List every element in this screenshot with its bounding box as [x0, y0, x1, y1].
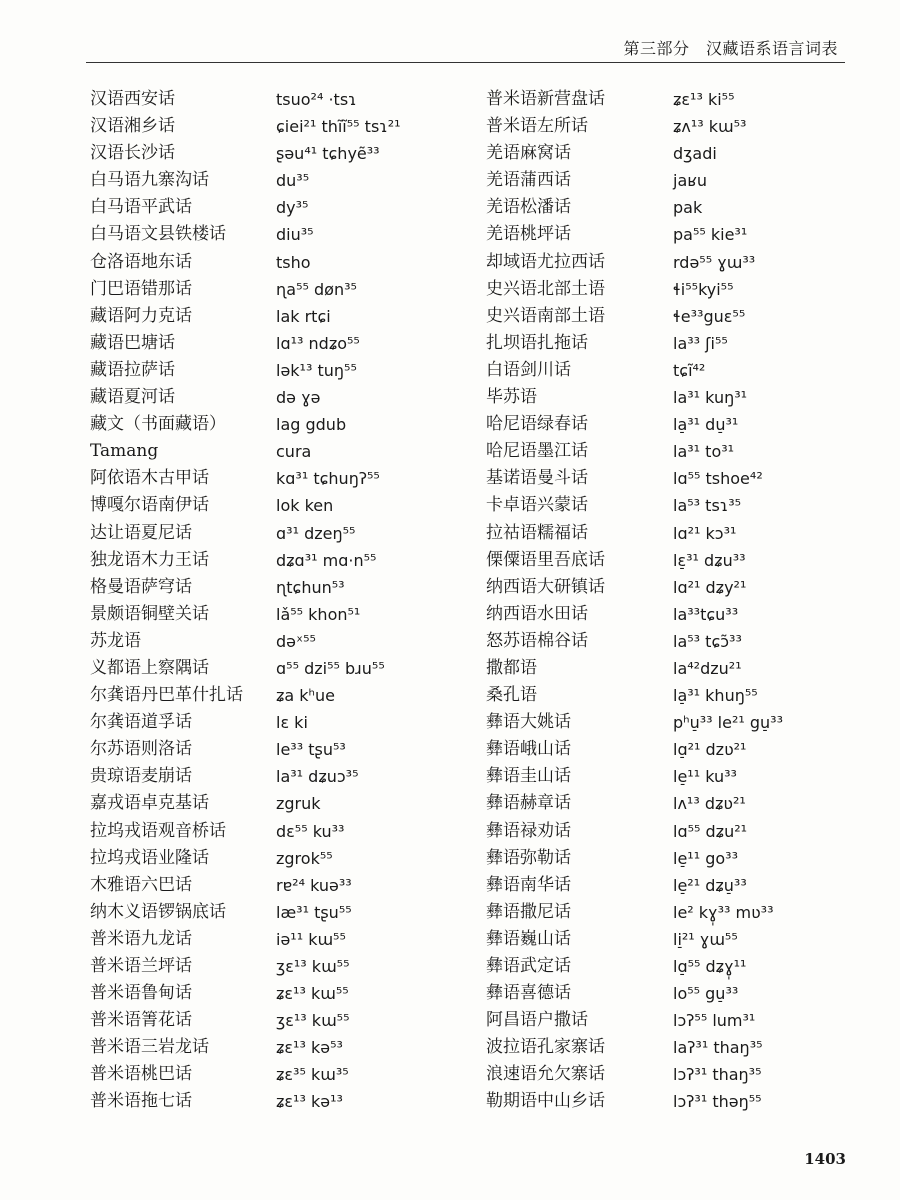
- language-name: 普米语左所话: [486, 116, 588, 137]
- word-entry-row: [486, 1007, 876, 1034]
- language-name: 门巴语错那话: [90, 278, 192, 299]
- phonetic-form: ʑɛ¹³ kɯ⁵⁵: [276, 984, 349, 1004]
- language-name: 白马语九寨沟话: [90, 170, 209, 191]
- word-entry-row: [486, 926, 876, 953]
- word-entry-row: [90, 899, 480, 926]
- page-number: 1403: [804, 1150, 846, 1168]
- word-entry-row: [90, 303, 480, 330]
- word-entry-row: [90, 655, 480, 682]
- phonetic-form: dɛ⁵⁵ ku³³: [276, 821, 345, 841]
- word-entry-row: [486, 601, 876, 628]
- word-entry-row: [486, 113, 876, 140]
- word-entry-row: [486, 628, 876, 655]
- word-entry-row: [90, 818, 480, 845]
- word-entry-row: [90, 140, 480, 167]
- phonetic-form: laʔ³¹ thaŋ³⁵: [673, 1038, 763, 1058]
- phonetic-form: lɑ⁵⁵ tshoe⁴²: [673, 469, 763, 489]
- word-entry-row: [90, 438, 480, 465]
- word-entry-row: [90, 574, 480, 601]
- phonetic-form: lək¹³ tuŋ⁵⁵: [276, 360, 357, 380]
- language-name: 哈尼语绿春话: [486, 414, 588, 435]
- phonetic-form: dʒadi: [673, 144, 717, 164]
- phonetic-form: dəˣ⁵⁵: [276, 631, 316, 651]
- word-entry-row: [90, 790, 480, 817]
- language-name: 苏龙语: [90, 630, 141, 651]
- language-name: 彝语圭山话: [486, 766, 571, 787]
- phonetic-form: rɐ²⁴ kuə³³: [276, 875, 352, 895]
- word-entry-row: [486, 86, 876, 113]
- language-name: 羌语蒲西话: [486, 170, 571, 191]
- phonetic-form: ɳa⁵⁵ døn³⁵: [276, 279, 357, 299]
- language-name: 达让语夏尼话: [90, 522, 192, 543]
- language-name: 羌语松潘话: [486, 197, 571, 218]
- language-name: 基诺语曼斗话: [486, 468, 588, 489]
- language-name: 羌语桃坪话: [486, 224, 571, 245]
- language-name: 彝语弥勒话: [486, 847, 571, 868]
- word-entry-row: [486, 872, 876, 899]
- phonetic-form: le̠¹¹ go³³: [673, 848, 738, 868]
- word-entry-row: [90, 167, 480, 194]
- phonetic-form: də ɣə: [276, 388, 321, 408]
- language-name: 彝语撒尼话: [486, 901, 571, 922]
- word-entry-row: [90, 194, 480, 221]
- word-entry-row: [486, 411, 876, 438]
- word-entry-row: [486, 221, 876, 248]
- phonetic-form: pak: [673, 198, 703, 218]
- word-entry-row: [90, 113, 480, 140]
- language-name: 毕苏语: [486, 387, 537, 408]
- phonetic-form: lɑ̠²¹ dzʋ²¹: [673, 740, 747, 760]
- word-entry-row: [90, 492, 480, 519]
- word-entry-row: [486, 655, 876, 682]
- word-entry-row: [486, 1061, 876, 1088]
- language-name: 格曼语萨穹话: [90, 576, 192, 597]
- word-entry-row: [90, 547, 480, 574]
- phonetic-form: ɑ⁵⁵ dzi⁵⁵ bɹu⁵⁵: [276, 658, 385, 678]
- language-name: 纳西语水田话: [486, 603, 588, 624]
- word-entry-row: [486, 547, 876, 574]
- phonetic-form: lɛ ki: [276, 713, 308, 733]
- language-name: Tamang: [90, 441, 159, 462]
- phonetic-form: le̠²¹ dʑu̠³³: [673, 875, 747, 895]
- phonetic-form: lok ken: [276, 496, 334, 516]
- language-name: 普米语九龙话: [90, 928, 192, 949]
- phonetic-form: ɬi⁵⁵kyi⁵⁵: [673, 279, 734, 299]
- word-entry-row: [486, 438, 876, 465]
- word-entry-row: [486, 330, 876, 357]
- language-name: 藏语阿力克话: [90, 305, 192, 326]
- language-name: 彝语喜德话: [486, 983, 571, 1004]
- word-entry-row: [486, 899, 876, 926]
- language-name: 景颇语铜壁关话: [90, 603, 209, 624]
- word-entry-row: [486, 1034, 876, 1061]
- word-entry-row: [486, 845, 876, 872]
- phonetic-form: ʑa kʰue: [276, 686, 336, 706]
- language-name: 阿昌语户撒话: [486, 1010, 588, 1031]
- phonetic-form: tɕĩ⁴²: [673, 360, 706, 380]
- phonetic-form: ʑɛ¹³ kə⁵³: [276, 1038, 343, 1058]
- phonetic-form: lɑ̠⁵⁵ dʑɣ̩¹¹: [673, 957, 747, 976]
- word-entry-row: [90, 384, 480, 411]
- language-name: 藏语巴塘话: [90, 332, 175, 353]
- language-name: 扎坝语扎拖话: [486, 332, 588, 353]
- word-entry-row: [90, 86, 480, 113]
- language-name: 白语剑川话: [486, 359, 571, 380]
- phonetic-form: lʌ¹³ dʑʋ²¹: [673, 794, 746, 814]
- word-entry-row: [486, 384, 876, 411]
- word-entry-row: [486, 140, 876, 167]
- language-name: 汉语湘乡话: [90, 116, 175, 137]
- language-name: 白马语平武话: [90, 197, 192, 218]
- language-name: 卡卓语兴蒙话: [486, 495, 588, 516]
- language-name: 汉语西安话: [90, 89, 175, 109]
- phonetic-form: le³³ tʂu⁵³: [276, 740, 346, 760]
- phonetic-form: ʑɛ³⁵ kɯ³⁵: [276, 1065, 349, 1085]
- word-entry-row: [486, 520, 876, 547]
- language-name: 普米语三岩龙话: [90, 1037, 209, 1058]
- phonetic-form: zgruk: [276, 794, 321, 814]
- left-column: [90, 86, 480, 1116]
- phonetic-form: ʒɛ¹³ kɯ⁵⁵: [276, 1011, 350, 1031]
- language-name: 普米语拖七话: [90, 1091, 192, 1112]
- word-entry-row: [486, 709, 876, 736]
- word-entry-row: [486, 736, 876, 763]
- language-name: 傈僳语里吾底话: [486, 549, 605, 570]
- word-entry-row: [90, 628, 480, 655]
- word-entry-row: [486, 682, 876, 709]
- language-name: 普米语新营盘话: [486, 89, 605, 109]
- word-entry-row: [90, 520, 480, 547]
- phonetic-form: li̠²¹ ɣɯ⁵⁵: [673, 929, 738, 949]
- language-name: 彝语武定话: [486, 956, 571, 976]
- language-name: 独龙语木力王话: [90, 549, 209, 570]
- phonetic-form: le̠¹¹ ku³³: [673, 767, 737, 787]
- phonetic-form: lǎ⁵⁵ khon⁵¹: [276, 604, 361, 624]
- language-name: 义都语上察隅话: [90, 657, 209, 678]
- language-name: 羌语麻窝话: [486, 143, 571, 164]
- word-entry-row: [90, 357, 480, 384]
- phonetic-form: lɑ²¹ kɔ³¹: [673, 523, 737, 543]
- language-name: 拉坞戎语观音桥话: [90, 820, 226, 841]
- language-name: 木雅语六巴话: [90, 874, 192, 895]
- phonetic-form: ɕiei²¹ thĩĩ⁵⁵ tsɿ²¹: [276, 117, 401, 137]
- language-name: 仓洛语地东话: [90, 251, 192, 272]
- language-name: 哈尼语墨江话: [486, 441, 588, 462]
- language-name: 藏文（书面藏语）: [90, 414, 226, 435]
- language-name: 博嘎尔语南伊话: [90, 495, 209, 516]
- word-entry-row: [90, 411, 480, 438]
- language-name: 普米语兰坪话: [90, 956, 192, 976]
- word-entry-row: [90, 1088, 480, 1115]
- phonetic-form: lag gdub: [276, 415, 347, 435]
- phonetic-form: diu³⁵: [276, 225, 314, 245]
- language-name: 勒期语中山乡话: [486, 1091, 605, 1112]
- phonetic-form: la⁵³ tɕɔ̃³³: [673, 631, 742, 651]
- word-entry-row: [90, 980, 480, 1007]
- word-entry-row: [90, 763, 480, 790]
- phonetic-form: la̠³¹ khuŋ⁵⁵: [673, 686, 758, 706]
- language-name: 尔龚语丹巴革什扎话: [90, 685, 243, 706]
- word-entry-row: [90, 221, 480, 248]
- phonetic-form: ʒɛ¹³ kɯ⁵⁵: [276, 957, 350, 976]
- language-name: 彝语大姚话: [486, 712, 571, 733]
- language-name: 拉坞戎语业隆话: [90, 847, 209, 868]
- language-name: 纳西语大研镇话: [486, 576, 605, 597]
- phonetic-form: cura: [276, 442, 312, 462]
- word-entry-row: [486, 492, 876, 519]
- language-name: 尔龚语道孚话: [90, 712, 192, 733]
- phonetic-form: zgrok⁵⁵: [276, 848, 333, 868]
- phonetic-form: ʂəu⁴¹ tɕhyẽ³³: [276, 144, 380, 164]
- language-name: 普米语鲁甸话: [90, 983, 192, 1004]
- phonetic-form: la³¹ to³¹: [673, 442, 735, 462]
- language-name: 彝语禄劝话: [486, 820, 571, 841]
- phonetic-form: ʑʌ¹³ kɯ⁵³: [673, 117, 747, 137]
- word-entry-row: [90, 682, 480, 709]
- phonetic-form: lɔʔ⁵⁵ lum³¹: [673, 1011, 756, 1031]
- phonetic-form: la³¹ kuŋ³¹: [673, 388, 748, 408]
- word-entry-row: [90, 736, 480, 763]
- word-entry-row: [90, 1061, 480, 1088]
- phonetic-form: ɑ³¹ dzeŋ⁵⁵: [276, 523, 356, 543]
- word-entry-row: [486, 1088, 876, 1115]
- word-entry-row: [90, 330, 480, 357]
- word-entry-row: [486, 465, 876, 492]
- phonetic-form: ʑɛ¹³ kə¹³: [276, 1092, 343, 1112]
- word-entry-row: [90, 926, 480, 953]
- language-name: 彝语巍山话: [486, 928, 571, 949]
- word-entry-row: [486, 818, 876, 845]
- language-name: 汉语长沙话: [90, 143, 175, 164]
- phonetic-form: lak rtɕi: [276, 306, 331, 326]
- phonetic-form: læ³¹ tʂu⁵⁵: [276, 902, 352, 922]
- language-name: 普米语箐花话: [90, 1010, 192, 1031]
- phonetic-form: ɳtɕhun⁵³: [276, 577, 345, 597]
- phonetic-form: kɑ³¹ tɕhuŋʔ⁵⁵: [276, 469, 380, 489]
- language-name: 白马语文县铁楼话: [90, 224, 226, 245]
- language-name: 纳木义语锣锅底话: [90, 901, 226, 922]
- language-name: 彝语赫章话: [486, 793, 571, 814]
- word-entry-row: [486, 167, 876, 194]
- word-entry-row: [486, 249, 876, 276]
- word-entry-row: [90, 465, 480, 492]
- language-name: 桑孔语: [486, 685, 537, 706]
- right-column: [486, 86, 876, 1116]
- phonetic-form: tsuo²⁴ ·tsɿ: [276, 90, 357, 109]
- word-entry-row: [90, 872, 480, 899]
- phonetic-form: du³⁵: [276, 171, 310, 191]
- phonetic-form: dʑɑ³¹ mɑ·n⁵⁵: [276, 550, 377, 570]
- phonetic-form: tsho: [276, 252, 311, 272]
- language-name: 却域语尤拉西话: [486, 251, 605, 272]
- word-entry-row: [90, 601, 480, 628]
- word-entry-row: [90, 1034, 480, 1061]
- phonetic-form: la³¹ dʑuɔ³⁵: [276, 767, 359, 787]
- language-name: 撒都语: [486, 657, 537, 678]
- language-name: 史兴语北部土语: [486, 278, 605, 299]
- word-entry-row: [90, 709, 480, 736]
- word-entry-row: [486, 763, 876, 790]
- phonetic-form: jaʁu: [673, 171, 708, 191]
- language-name: 普米语桃巴话: [90, 1064, 192, 1085]
- language-name: 藏语夏河话: [90, 387, 175, 408]
- language-name: 尔苏语则洛话: [90, 739, 192, 760]
- word-entry-row: [486, 303, 876, 330]
- phonetic-form: rdə⁵⁵ ɣɯ³³: [673, 252, 756, 272]
- language-name: 贵琼语麦崩话: [90, 766, 192, 787]
- word-entry-row: [90, 276, 480, 303]
- phonetic-form: iə¹¹ kɯ⁵⁵: [276, 929, 346, 949]
- word-entry-row: [486, 790, 876, 817]
- word-entry-row: [90, 845, 480, 872]
- phonetic-form: lo⁵⁵ gu̠³³: [673, 984, 739, 1004]
- phonetic-form: pʰu̠³³ le²¹ gu̠³³: [673, 713, 784, 733]
- phonetic-form: pa⁵⁵ kie³¹: [673, 225, 748, 245]
- word-entry-row: [90, 249, 480, 276]
- language-name: 彝语峨山话: [486, 739, 571, 760]
- phonetic-form: lɑ²¹ dʑy²¹: [673, 577, 747, 597]
- phonetic-form: ɬe³³guɛ⁵⁵: [673, 306, 746, 326]
- phonetic-form: ʑɛ¹³ ki⁵⁵: [673, 90, 735, 109]
- language-name: 嘉戎语卓克基话: [90, 793, 209, 814]
- header-rule: [86, 62, 845, 63]
- language-name: 藏语拉萨话: [90, 359, 175, 380]
- word-entry-row: [486, 276, 876, 303]
- phonetic-form: la³³ ʃi⁵⁵: [673, 333, 728, 353]
- word-entry-row: [90, 1007, 480, 1034]
- phonetic-form: lɑ¹³ ndʑo⁵⁵: [276, 333, 360, 353]
- phonetic-form: la³³tɕu³³: [673, 604, 739, 624]
- phonetic-form: la⁴²dzu²¹: [673, 658, 742, 678]
- language-name: 拉祜语糯福话: [486, 522, 588, 543]
- phonetic-form: la̠³¹ du̠³¹: [673, 415, 739, 435]
- word-entry-row: [90, 953, 480, 980]
- language-name: 怒苏语棉谷话: [486, 630, 588, 651]
- word-entry-row: [486, 194, 876, 221]
- language-name: 浪速语允欠寨话: [486, 1064, 605, 1085]
- language-name: 史兴语南部土语: [486, 305, 605, 326]
- phonetic-form: lɑ⁵⁵ dʑu²¹: [673, 821, 748, 841]
- phonetic-form: la⁵³ tsɿ³⁵: [673, 496, 742, 516]
- phonetic-form: lɛ̠³¹ dʑu³³: [673, 550, 746, 570]
- running-header: 第三部分 汉藏语系语言词表: [623, 39, 838, 58]
- word-entry-row: [486, 357, 876, 384]
- language-name: 彝语南华话: [486, 874, 571, 895]
- word-entry-row: [486, 953, 876, 980]
- phonetic-form: le² kɣ̩³³ mʋ³³: [673, 902, 774, 922]
- phonetic-form: dy³⁵: [276, 198, 309, 218]
- phonetic-form: lɔʔ³¹ thaŋ³⁵: [673, 1065, 762, 1085]
- word-entry-row: [486, 980, 876, 1007]
- language-name: 波拉语孔家寨话: [486, 1037, 605, 1058]
- language-name: 阿依语木古甲话: [90, 468, 209, 489]
- phonetic-form: lɔʔ³¹ thəŋ⁵⁵: [673, 1092, 762, 1112]
- word-entry-row: [486, 574, 876, 601]
